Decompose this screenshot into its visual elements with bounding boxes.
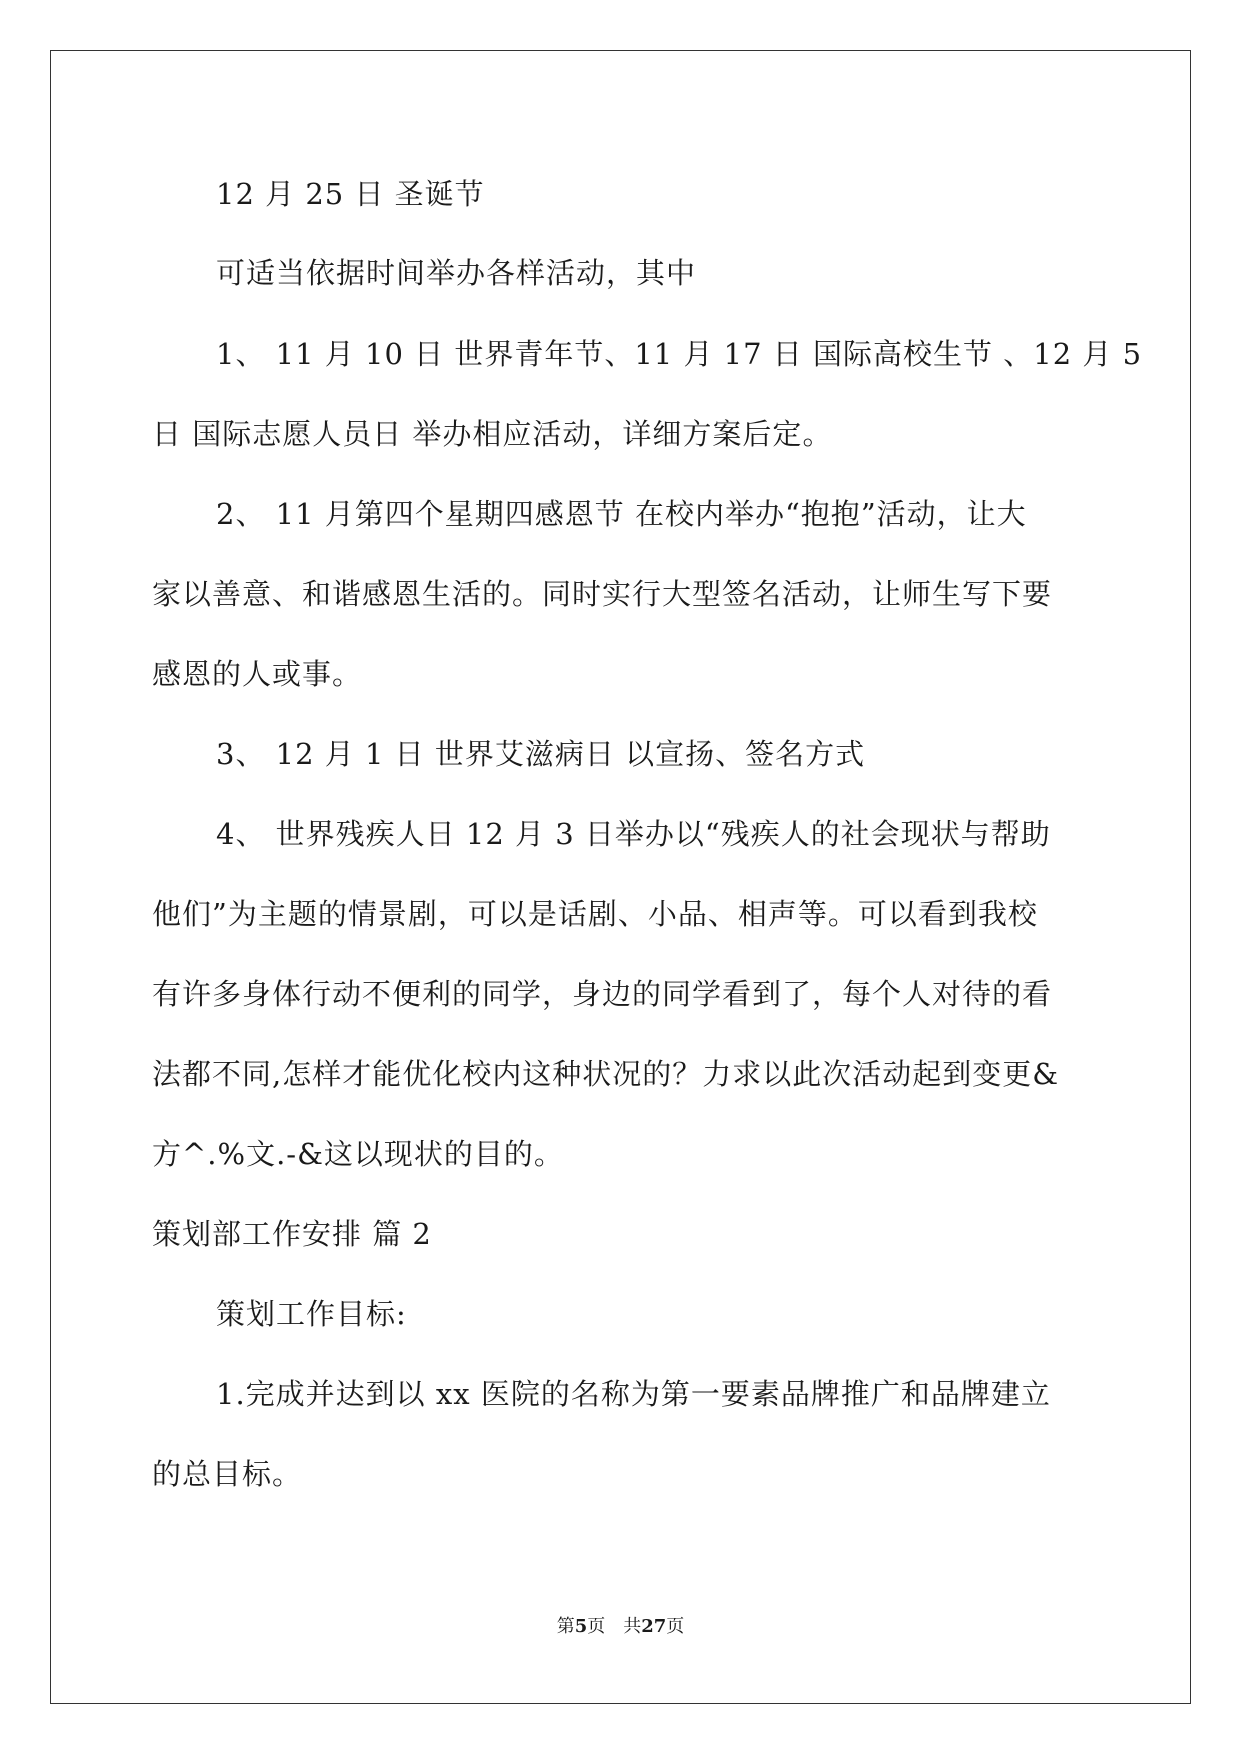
footer-total-pages: 27 — [641, 1616, 667, 1637]
footer-page-number: 5 — [574, 1616, 588, 1637]
text-line: 有许多身体行动不便利的同学，身边的同学看到了，每个人对待的看 — [152, 977, 1053, 1011]
text-line: 2、 11 月第四个星期四感恩节 在校内举办“抱抱”活动，让大 — [216, 497, 1027, 531]
footer-suffix: 页 — [666, 1616, 685, 1637]
text-line: 方^.%文.-&这以现状的目的。 — [152, 1137, 564, 1171]
text-line: 他们”为主题的情景剧，可以是话剧、小品、相声等。可以看到我校 — [152, 897, 1038, 931]
footer-prefix: 第 — [556, 1616, 575, 1637]
text-line: 可适当依据时间举办各样活动，其中 — [216, 256, 697, 290]
text-line: 家以善意、和谐感恩生活的。同时实行大型签名活动，让师生写下要 — [152, 577, 1053, 611]
section-heading: 策划部工作安排 篇 2 — [152, 1217, 432, 1251]
text-line: 4、 世界残疾人日 12 月 3 日举办以“残疾人的社会现状与帮助 — [216, 817, 1051, 851]
text-line: 12 月 25 日 圣诞节 — [216, 177, 485, 211]
text-line: 策划工作目标: — [216, 1297, 407, 1331]
text-line: 法都不同,怎样才能优化校内这种状况的？力求以此次活动起到变更& — [152, 1057, 1060, 1091]
text-line: 1、 11 月 10 日 世界青年节、11 月 17 日 国际高校生节 、12 月 5 — [216, 337, 1143, 371]
footer-middle: 页 共 — [587, 1616, 642, 1637]
text-line: 的总目标。 — [152, 1457, 303, 1491]
text-line: 日 国际志愿人员日 举办相应活动，详细方案后定。 — [152, 417, 833, 451]
text-line: 3、 12 月 1 日 世界艾滋病日 以宣扬、签名方式 — [216, 737, 866, 771]
text-line: 1.完成并达到以 xx 医院的名称为第一要素品牌推广和品牌建立 — [216, 1377, 1051, 1411]
text-line: 感恩的人或事。 — [152, 657, 363, 691]
page-footer — [0, 1615, 1241, 1639]
